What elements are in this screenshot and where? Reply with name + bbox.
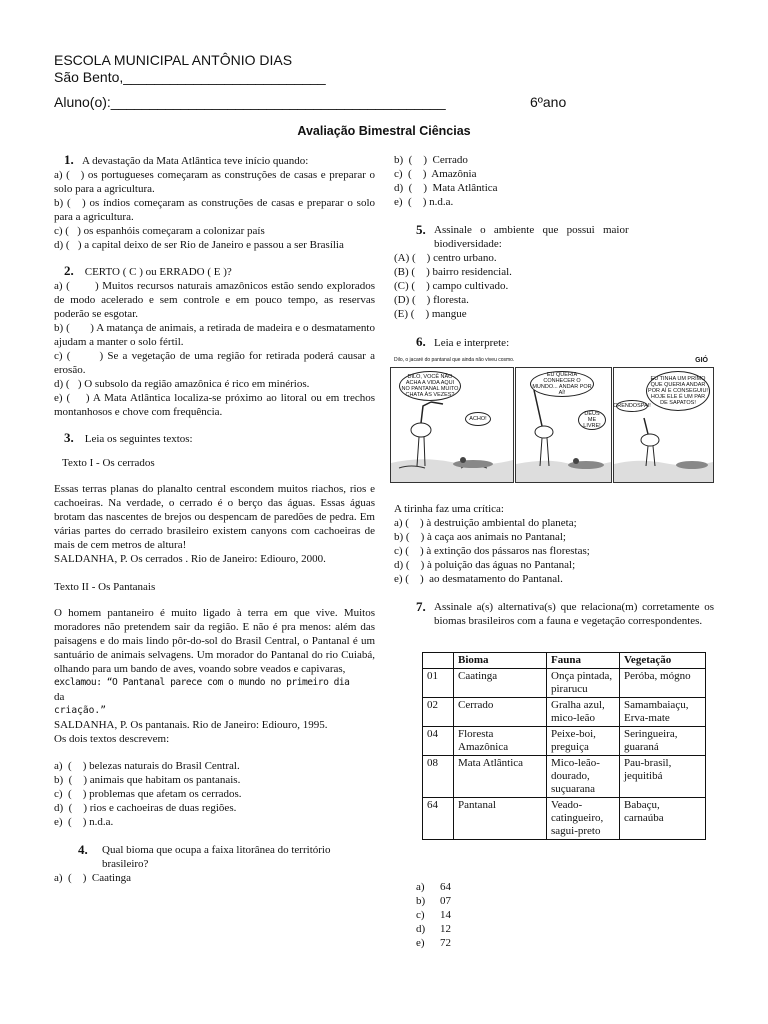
option-letter: a) (416, 881, 425, 893)
option-d[interactable]: d) ( ) a capital deixo de ser Rio de Janeiro e passou a ser Brasília (54, 239, 344, 251)
option-value: 64 (440, 881, 451, 893)
biomes-table (422, 652, 706, 840)
option-a[interactable]: a) ( ) os portugueses começaram as construções de casas e preparar o solo para a agricultura. (54, 169, 378, 195)
school-name: ESCOLA MUNICIPAL ANTÔNIO DIAS (54, 52, 293, 68)
statement-b[interactable]: b) ( ) A matança de animais, a retirada de madeira e o desmatamento ajudam a manter o solo fértil. (54, 322, 378, 348)
table-cell-fauna: Onça pintada, pirarucu (547, 669, 620, 698)
option-c[interactable]: (C) ( ) campo cultivado. (394, 280, 509, 292)
table-cell-bioma: Floresta Amazônica (454, 727, 547, 756)
table-cell-code: 64 (423, 798, 454, 840)
table-cell-vegetacao: Samambaiaçu, Erva-mate (620, 698, 706, 727)
question-prompt: A devastação da Mata Atlântica teve início quando: (82, 155, 309, 167)
table-cell-vegetacao: Peróba, mógno (620, 669, 706, 698)
option-a[interactable]: a) ( ) Caatinga (54, 872, 131, 884)
option-value: 07 (440, 895, 451, 907)
speech-bubble: EU QUERIA CONHECER O MUNDO... ANDAR POR AÍ! (530, 371, 594, 397)
option-a[interactable] (416, 880, 496, 894)
question-4-heading (54, 843, 375, 871)
table-cell-code: 01 (423, 669, 454, 698)
question-3 (54, 431, 375, 829)
option-d[interactable] (416, 922, 496, 936)
table-cell-bioma: Cerrado (454, 698, 547, 727)
comic-author: GIÓ (695, 357, 708, 364)
question-prompt: Qual bioma que ocupa a faixa litorânea do território (102, 844, 331, 856)
table-cell-bioma: Mata Atlântica (454, 756, 547, 798)
option-value: 14 (440, 909, 451, 921)
text-1-title: Texto I - Os cerrados (62, 457, 155, 469)
question-7 (394, 600, 714, 628)
table-row (423, 669, 706, 698)
table-header-row (423, 653, 706, 669)
table-cell-bioma: Pantanal (454, 798, 547, 840)
text-2-title: Texto II - Os Pantanais (54, 581, 156, 593)
question-6-ask: A tirinha faz uma crítica: (394, 503, 504, 515)
comic-panel-2 (515, 367, 612, 483)
option-c[interactable]: c) ( ) à extinção dos pássaros nas florestas; (394, 545, 590, 557)
question-number: 6. (416, 334, 426, 349)
option-e[interactable]: e) ( ) n.d.a. (54, 816, 114, 828)
question-4 (54, 843, 375, 885)
table-cell-fauna: Gralha azul, mico-leão (547, 698, 620, 727)
table-cell-code: 08 (423, 756, 454, 798)
speech-bubble: EU TINHA UM PRIMO QUE QUERIA ANDAR POR AÍ E CONSEGUIU! HOJE ELE É UM PAR DE SAPATOS! (646, 371, 710, 411)
option-a[interactable]: a) ( ) à destruição ambiental do planeta; (394, 517, 577, 529)
table-row (423, 727, 706, 756)
statement-e[interactable]: e) ( ) A Mata Atlântica localiza-se próximo ao litoral ou em trechos montanhosos e chove com frequência. (54, 392, 378, 418)
table-cell-fauna: Mico-leão-dourado, suçuarana (547, 756, 620, 798)
option-d[interactable]: d) ( ) rios e cachoeiras de duas regiões. (54, 802, 237, 814)
grade-label: 6ºano (530, 94, 567, 110)
question-prompt: Leia e interprete: (434, 337, 510, 349)
option-d[interactable]: d) ( ) à poluição das águas no Pantanal; (394, 559, 576, 571)
option-letter: c) (416, 909, 425, 921)
table-header-code (423, 653, 454, 669)
table-cell-fauna: Peixe-boi, preguiça (547, 727, 620, 756)
option-b[interactable] (416, 894, 496, 908)
speech-bubble: DEUS ME LIVRE! (578, 410, 606, 430)
question-2 (54, 263, 378, 419)
question-number: 4. (78, 842, 88, 857)
option-c[interactable]: c) ( ) os espanhóis começaram a colonizar país (54, 225, 265, 237)
q4-option-d[interactable]: d) ( ) Mata Atlântica (394, 182, 498, 194)
table-header-fauna: Fauna (547, 653, 620, 669)
option-b[interactable]: b) ( ) animais que habitam os pantanais. (54, 774, 241, 786)
statement-a[interactable]: a) ( ) Muitos recursos naturais amazônicos estão sendo explorados de modo acelerado e sem controle e em pouco tempo, as reservas poderão se esgotar. (54, 280, 378, 320)
question-number: 7. (416, 599, 426, 614)
speech-bubble: CRENDOSPAI! (616, 400, 648, 412)
table-row (423, 756, 706, 798)
question-2-heading (54, 264, 375, 279)
question-3-heading (54, 431, 375, 446)
option-letter: b) (416, 895, 426, 907)
q4-option-c[interactable]: c) ( ) Amazônia (394, 168, 477, 180)
table-cell-vegetacao: Seringueira, guaraná (620, 727, 706, 756)
text-2-body: O homem pantaneiro é muito ligado à terra em que vive. Muitos moradores não pretendem sair da região. E não é pra menos: além das paisagens e do mais lindo pôr-do-sol do Brasil Central, o Pantanal é um santuário de animais selvagens. Um morador do Pantanal do rio Cuiabá, olhando para um bando de aves, voando sobre veados e capivaras, (54, 607, 375, 675)
biomes-table-wrap (422, 652, 706, 840)
question-6-answers (394, 502, 714, 586)
q4-option-b[interactable]: b) ( ) Cerrado (394, 154, 468, 166)
question-prompt-wrap (102, 843, 330, 871)
left-column (54, 152, 378, 885)
comic-strip (390, 355, 712, 485)
option-value: 72 (440, 937, 451, 949)
question-prompt: Assinale a(s) alternativa(s) que relaciona(m) corretamente os biomas brasileiros com a fauna e vegetação correspondentes. (434, 601, 714, 627)
question-7-heading (394, 600, 714, 628)
speech-bubble: ACHO! (465, 412, 491, 426)
table-cell-fauna: Veado-catingueiro, sagui-preto (547, 798, 620, 840)
question-5 (394, 223, 714, 321)
text-2-quote-cont: da (54, 691, 65, 703)
option-a[interactable]: (A) ( ) centro urbano. (394, 252, 497, 264)
option-letter: e) (416, 937, 425, 949)
option-letter: d) (416, 923, 426, 935)
table-row (423, 798, 706, 840)
question-prompt-cont: brasileiro? (102, 858, 149, 870)
table-cell-vegetacao: Babaçu, carnaúba (620, 798, 706, 840)
option-b[interactable]: b) ( ) os índios começaram as construções de casas e preparar o solo para a agricultura. (54, 197, 378, 223)
question-prompt: Assinale o ambiente que possui maior (434, 224, 629, 236)
q4-option-e[interactable]: e) ( ) n.d.a. (394, 196, 454, 208)
question-number: 2. (64, 263, 74, 278)
table-cell-bioma: Caatinga (454, 669, 547, 698)
option-d[interactable]: (D) ( ) floresta. (394, 294, 469, 306)
speech-bubble: DILO, VOCÊ NÃO ACHA A VIDA AQUI NO PANTANAL MUITO CHATA ÀS VEZES? (399, 371, 461, 401)
table-cell-code: 04 (423, 727, 454, 756)
text-2-quote-end: criação.” (54, 705, 106, 716)
city-line: São Bento,__________________________ (54, 69, 326, 85)
question-6-heading (394, 335, 714, 350)
question-number: 3. (64, 430, 74, 445)
statement-d[interactable]: d) ( ) O subsolo da região amazônica é rico em minérios. (54, 378, 310, 390)
option-b[interactable]: b) ( ) à caça aos animais no Pantanal; (394, 531, 566, 543)
option-b[interactable]: (B) ( ) bairro residencial. (394, 266, 512, 278)
student-line: Aluno(o):___________________________________________ (54, 94, 446, 110)
text-1-body: Essas terras planas do planalto central escondem muitos riachos, rios e cachoeiras. Na verdade, o cerrado é o berço das águas. Essas águas brotam das nascentes de brejos ou despencam de paredões de pedra. Em várias partes do cerrado brasileiro existem canyons com cachoeiras de mais de cem metros de altura! (54, 483, 375, 551)
statement-c[interactable]: c) ( ) Se a vegetação de uma região for retirada poderá causar a erosão. (54, 350, 378, 376)
text-2-quote: exclamou: “O Pantanal parece com o mundo no primeiro dia (54, 677, 350, 688)
page-title: Avaliação Bimestral Ciências (297, 124, 471, 138)
question-1 (54, 152, 378, 252)
comic-panel-3 (613, 367, 714, 483)
comic-panel-1 (390, 367, 514, 483)
question-prompt: Leia os seguintes textos: (84, 433, 193, 445)
question-7-options (416, 880, 496, 950)
table-cell-vegetacao: Pau-brasil, jequitibá (620, 756, 706, 798)
right-column (394, 153, 714, 350)
option-c[interactable]: c) ( ) problemas que afetam os cerrados. (54, 788, 242, 800)
table-cell-code: 02 (423, 698, 454, 727)
option-e[interactable] (416, 936, 496, 950)
question-number: 5. (416, 222, 426, 237)
question-number: 1. (64, 152, 74, 167)
comic-title: Dilo, o jacaré do pantanal que ainda não viveu cosmo. (394, 357, 515, 363)
option-e[interactable]: e) ( ) ao desmatamento do Pantanal. (394, 573, 563, 585)
option-a[interactable]: a) ( ) belezas naturais do Brasil Central. (54, 760, 240, 772)
text-2-reference: SALDANHA, P. Os pantanais. Rio de Janeiro: Ediouro, 1995. (54, 719, 328, 731)
question-1-heading (54, 153, 375, 168)
option-value: 12 (440, 923, 451, 935)
question-prompt-wrap (434, 223, 714, 251)
question-5-heading (394, 223, 714, 251)
option-e[interactable]: (E) ( ) mangue (394, 308, 467, 320)
question-prompt-cont: biodiversidade: (434, 238, 502, 250)
table-row (423, 698, 706, 727)
text-1-reference: SALDANHA, P. Os cerrados . Rio de Janeiro: Ediouro, 2000. (54, 553, 326, 565)
option-c[interactable] (416, 908, 496, 922)
question-prompt: CERTO ( C ) ou ERRADO ( E )? (84, 266, 232, 278)
question-3-ask: Os dois textos descrevem: (54, 733, 170, 745)
table-header-bioma: Bioma (454, 653, 547, 669)
table-header-vegetacao: Vegetação (620, 653, 706, 669)
